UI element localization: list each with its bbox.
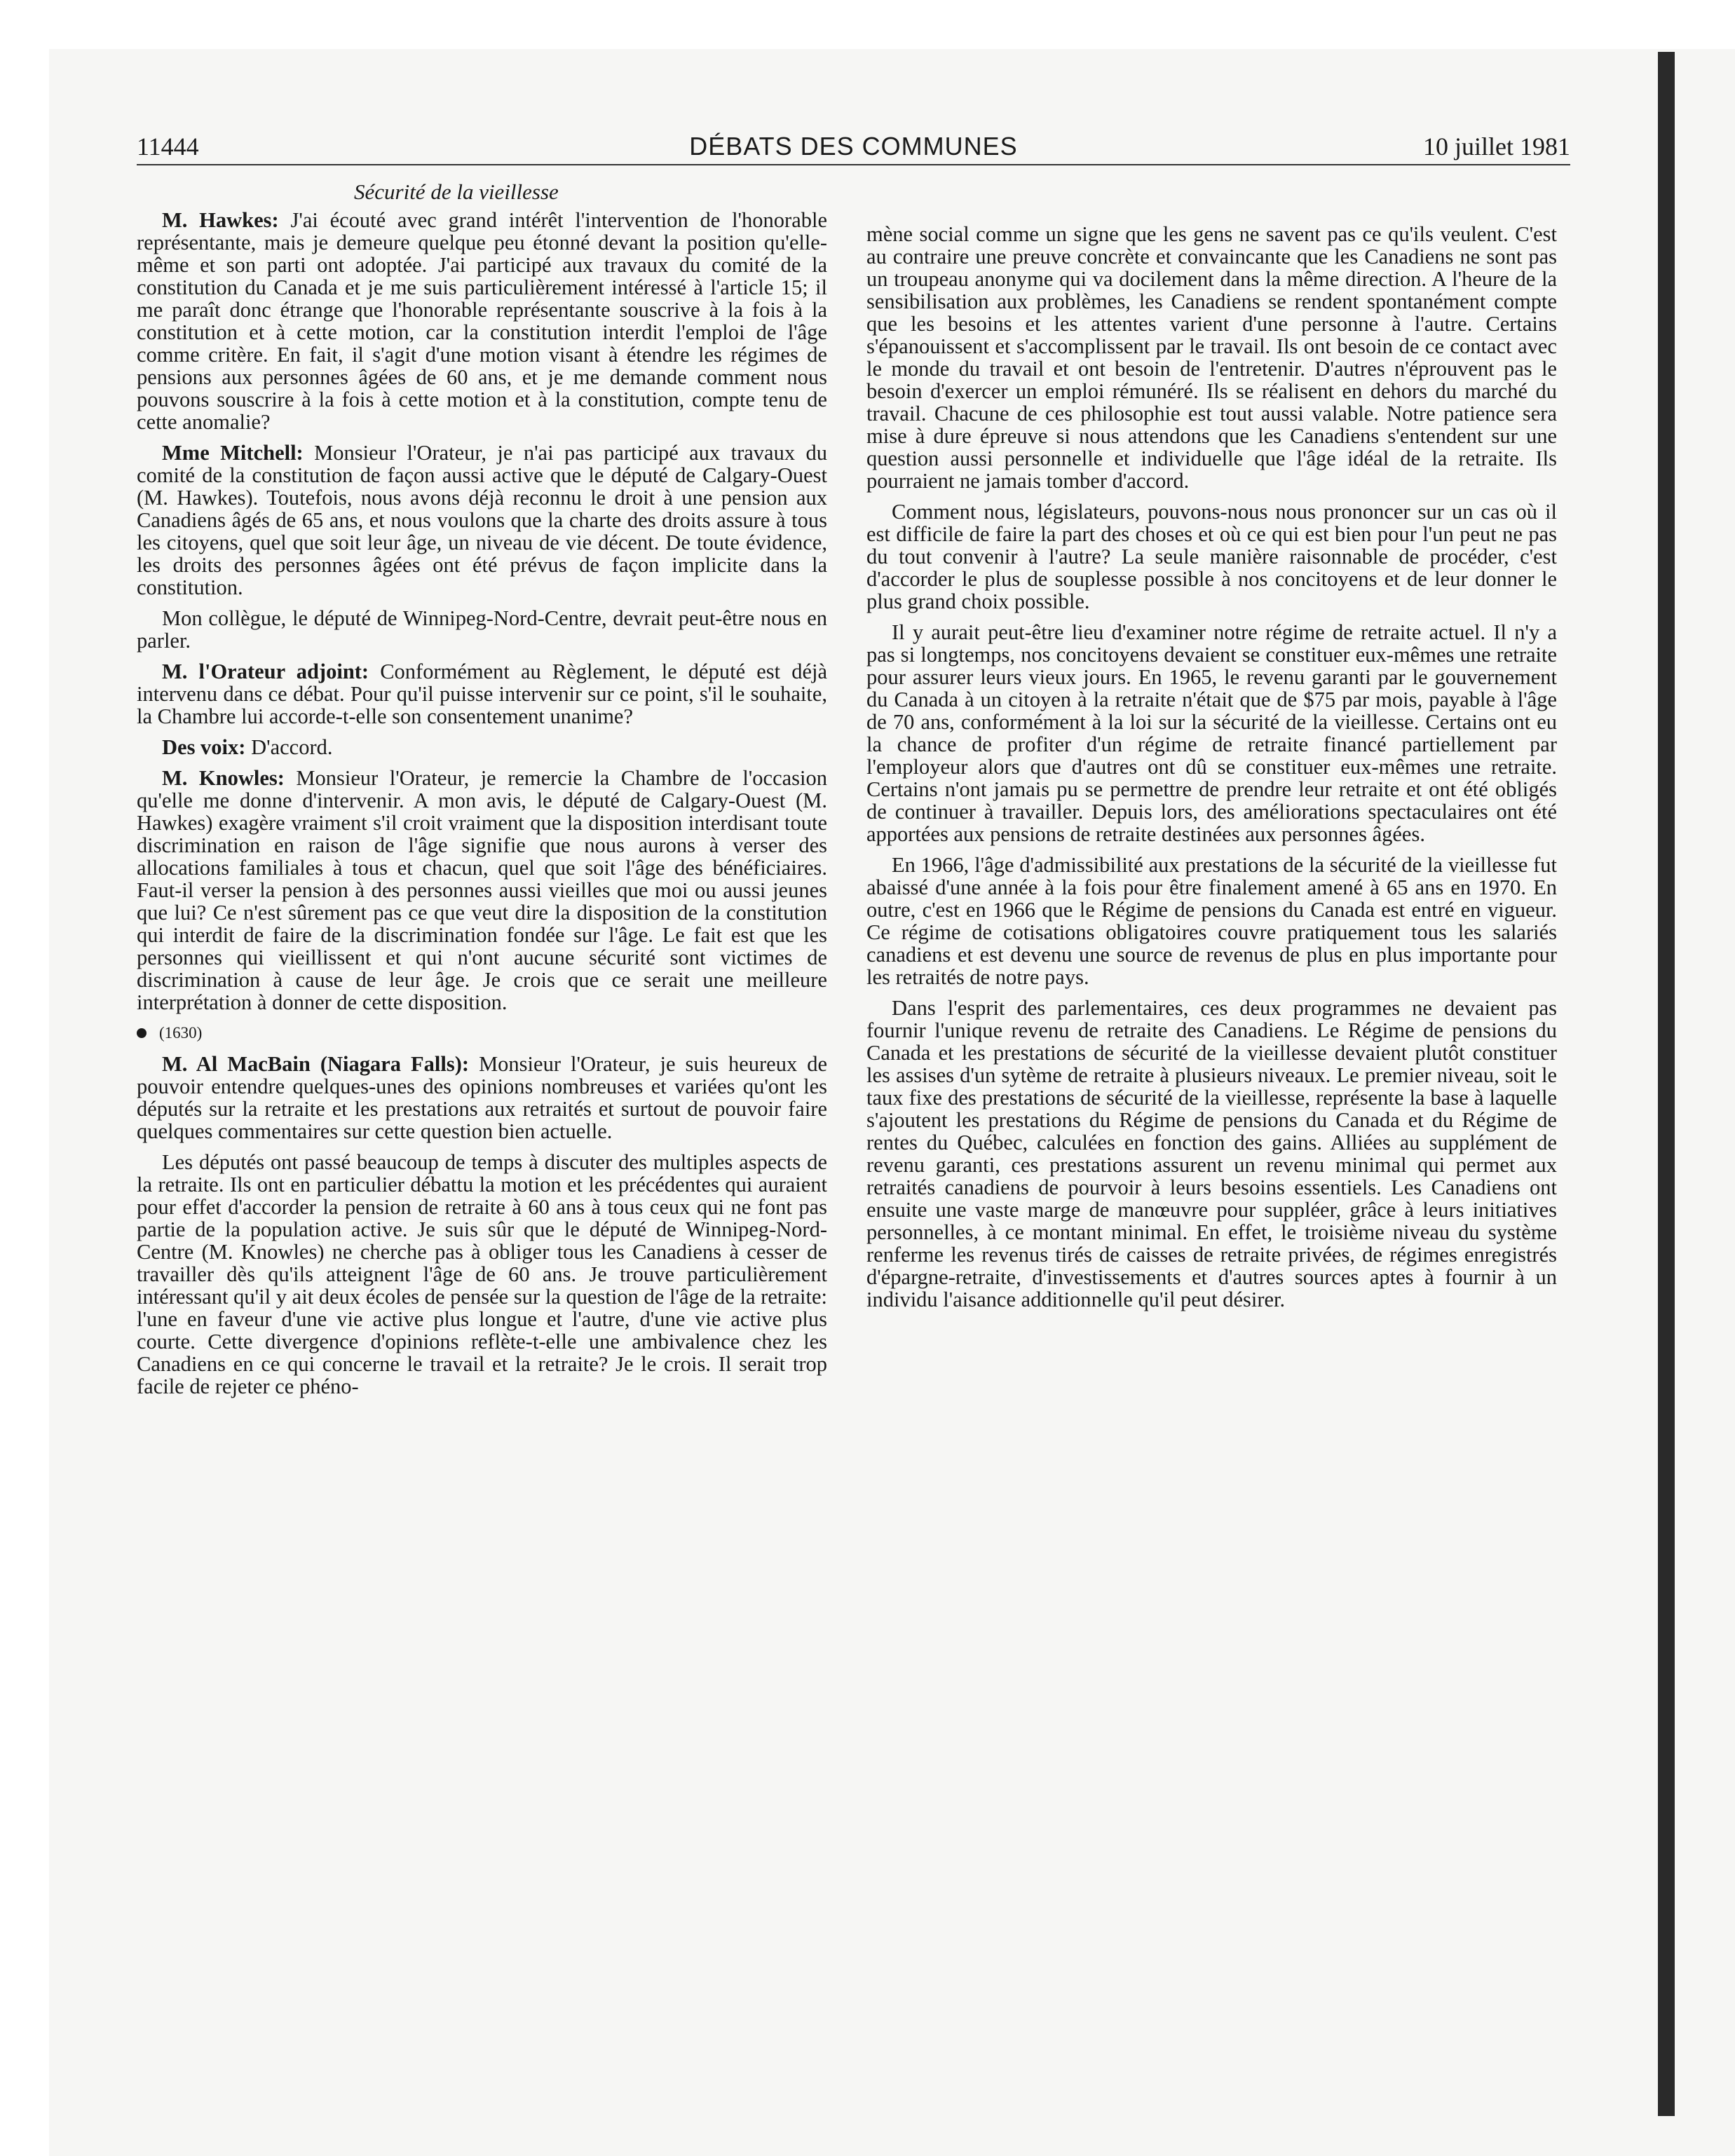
paragraph	[137, 209, 827, 433]
publication-title: DÉBATS DES COMMUNES	[689, 132, 1018, 161]
paragraph	[137, 660, 827, 728]
speaker-name: M. l'Orateur adjoint:	[162, 660, 369, 683]
left-column	[137, 181, 827, 1406]
paragraph-text: Conformément au Règlement, le député est déjà intervenu dans ce débat. Pour qu'il puisse intervenir sur ce point, s'il le souhaite, la Chambre lui accorde-t-elle son consentement unanime?	[137, 660, 827, 728]
paragraph-text: Dans l'esprit des parlementaires, ces deux programmes ne devaient pas fournir l'unique revenu de retraite des Canadiens. Le Régime de pensions du Canada et les prestations de sécurité de la vieillesse devaient plutôt constituer les assises d'un sytème de retraite à plusieurs niveaux. Le premier niveau, soit le taux fixe des prestations de sécurité de la vieillesse, représente la base à laquelle s'ajoutent les prestations du Régime de pensions du Canada et du Régime de rentes du Québec, calculées en fonction des gains. Alliées au supplément de revenu garanti, ces prestations assurent un revenu minimal qui permet aux retraités canadiens de pourvoir à leurs besoins essentiels. Les Canadiens ont ensuite une vaste marge de manœuvre pour suppléer, grâce à leurs initiatives personnelles, à ce montant minimal. En effet, le troisième niveau du système renferme les revenus tirés de caisses de retraite privées, de régimes enregistrés d'épargne-retraite, d'investissements et d'autres sources aptes à fournir à un individu l'aisance additionnelle qu'il peut désirer.	[866, 996, 1557, 1311]
paragraph	[137, 607, 827, 652]
time-marker-text: (1630)	[159, 1024, 203, 1042]
paragraph	[866, 500, 1557, 613]
page-header	[137, 130, 1570, 163]
speaker-name: Mme Mitchell:	[162, 441, 304, 465]
paragraph-text: Mon collègue, le député de Winnipeg-Nord-Centre, devrait peut-être nous en parler.	[137, 606, 827, 653]
paragraph	[866, 621, 1557, 845]
page-number: 11444	[137, 132, 199, 161]
speaker-name: M. Hawkes:	[162, 208, 279, 232]
paragraph	[137, 1151, 827, 1398]
paragraph-text: En 1966, l'âge d'admissibilité aux prestations de la sécurité de la vieillesse fut abaissé d'une année à la fois pour être finalement amené à 65 ans en 1970. En outre, c'est en 1966 que le Régime de pensions du Canada est entré en vigueur. Ce régime de cotisations obligatoires couvre pratiquement tous les salariés canadiens et est devenu une source de revenus de plus en plus importante pour les retraités de notre pays.	[866, 853, 1557, 989]
paragraph-text: D'accord.	[245, 735, 333, 759]
paragraph-text: Monsieur l'Orateur, je remercie la Chambre de l'occasion qu'elle me donne d'intervenir. A mon avis, le député de Calgary-Ouest (M. Hawkes) exagère vraiment s'il croit vraiment que la disposition interdisant toute discrimination en raison de l'âge signifie que nous aurons à verser des allocations familiales à tous et chacun, quel que soit l'âge des bénéficiaires. Faut-il verser la pension à des personnes aussi vieilles que moi ou aussi jeunes que lui? Ce n'est sûrement pas ce que veut dire la disposition de la constitution qui interdit de faire de la discrimination fondée sur l'âge. Le fait est que les personnes qui vieillissent et qui n'ont aucune sécurité sont victimes de discrimination à cause de leur âge. Je crois que ce serait une meilleure interprétation à donner de cette disposition.	[137, 766, 827, 1014]
bullet-icon	[137, 1028, 147, 1038]
header-rule	[137, 164, 1570, 165]
speaker-name: Des voix:	[162, 735, 246, 759]
paragraph-text: Les députés ont passé beaucoup de temps à discuter des multiples aspects de la retraite. Ils ont en particulier débattu la motion et les précédentes qui auraient pour effet d'accorder la pension de retraite à 60 ans à tous ceux qui ne font pas partie de la population active. Je suis sûr que le député de Winnipeg-Nord-Centre (M. Knowles) ne cherche pas à obliger tous les Canadiens à cesser de travailler dès qu'ils atteignent l'âge de 60 ans. Je trouve particulièrement intéressant qu'il y ait deux écoles de pensée sur la question de l'âge de la retraite: l'une en faveur d'une vie active plus longue et l'autre, d'une vie active plus courte. Cette divergence d'opinions reflète-t-elle une ambivalence chez les Canadiens en ce qui concerne le travail et la retraite? Je le crois. Il serait trop facile de rejeter ce phéno-	[137, 1150, 827, 1398]
paragraph-text: Monsieur l'Orateur, je n'ai pas participé aux travaux du comité de la constitution de façon aussi active que le député de Calgary-Ouest (M. Hawkes). Toutefois, nous avons déjà reconnu le droit à une pension aux Canadiens âgés de 65 ans, et nous voulons que la charte des droits assure à tous les citoyens, quel que soit leur âge, un niveau de vie décent. De toute évidence, les droits des personnes âgées ont été prévus de façon implicite dans la constitution.	[137, 441, 827, 599]
paragraph	[137, 736, 827, 758]
paragraph	[866, 223, 1557, 492]
scan-binding-edge	[1658, 52, 1675, 2116]
right-column	[866, 223, 1557, 1319]
paragraph	[137, 767, 827, 1014]
speaker-name: M. Al MacBain (Niagara Falls):	[162, 1052, 470, 1076]
scan-left-margin	[0, 0, 49, 2156]
paragraph-text: J'ai écouté avec grand intérêt l'intervention de l'honorable représentante, mais je demeure quelque peu étonné devant la position qu'elle-même et son parti ont adoptée. J'ai participé aux travaux du comité de la constitution du Canada et je me suis particulièrement intéressé à l'article 15; il me paraît donc étrange que l'honorable représentante souscrive à la fois à la constitution et à cette motion, car la constitution interdit l'emploi de l'âge comme critère. En fait, il s'agit d'une motion visant à étendre les régimes de pensions aux personnes âgées de 60 ans, et je me demande comment nous pouvons souscrire à la fois à cette motion et à la constitution, compte tenu de cette anomalie?	[137, 208, 827, 434]
time-marker	[137, 1022, 827, 1044]
section-title: Sécurité de la vieillesse	[354, 179, 559, 204]
paragraph	[866, 997, 1557, 1311]
speaker-name: M. Knowles:	[162, 766, 285, 790]
paragraph-text: mène social comme un signe que les gens ne savent pas ce qu'ils veulent. C'est au contraire une preuve concrète et convaincante que les Canadiens ne sont pas un troupeau anonyme qui va docilement dans la même direction. A l'heure de la sensibilisation aux problèmes, les Canadiens se rendent spontanément compte que les besoins et les attentes varient d'une personne à l'autre. Certains s'épanouissent et s'accomplissent par le travail. Ils ont besoin de ce contact avec le monde du travail et ont besoin de l'entretenir. D'autres n'éprouvent pas le besoin d'exercer un emploi rémunéré. Ils se réalisent en dehors du marché du travail. Chacune de ces philosophie est tout aussi valable. Notre patience sera mise à dure épreuve si nous attendons que les Canadiens s'entendent sur une question aussi personnelle et individuelle que l'âge idéal de la retraite. Ils pourraient ne jamais tomber d'accord.	[866, 222, 1557, 493]
paragraph	[866, 854, 1557, 988]
paragraph-text: Il y aurait peut-être lieu d'examiner notre régime de retraite actuel. Il n'y a pas si longtemps, nos concitoyens devaient se constituer eux-mêmes une retraite pour assurer leurs vieux jours. En 1965, le revenu garanti par le gouvernement du Canada à un citoyen à la retraite n'était que de $75 par mois, payable à l'âge de 70 ans, conformément à la loi sur la sécurité de la vieillesse. Certains ont eu la chance de profiter d'un régime de retraite financé partiellement par l'employeur alors que d'autres ont dû se constituer eux-mêmes une retraite. Certains n'ont jamais pu se permettre de prendre leur retraite et ont été obligés de continuer à travailler. Depuis lors, des améliorations spectaculaires ont été apportées aux pensions de retraite destinées aux personnes âgées.	[866, 620, 1557, 846]
paragraph	[137, 442, 827, 599]
paragraph	[137, 1053, 827, 1142]
scan-top-margin	[0, 0, 1735, 49]
paragraph-text: Comment nous, législateurs, pouvons-nous nous prononcer sur un cas où il est difficile de faire la part des choses et où ce qui est bien pour l'un peut ne pas du tout convenir à l'autre? La seule manière raisonnable de procéder, c'est d'accorder le plus de souplesse possible à nos concitoyens et de leur donner le plus grand choix possible.	[866, 500, 1557, 613]
paragraph-text: Monsieur l'Orateur, je suis heureux de pouvoir entendre quelques-unes des opinions nombreuses et variées qu'ont les députés sur la retraite et les prestations aux retraités et surtout de pouvoir faire quelques commentaires sur cette question bien actuelle.	[137, 1052, 827, 1143]
publication-date: 10 juillet 1981	[1423, 132, 1570, 161]
